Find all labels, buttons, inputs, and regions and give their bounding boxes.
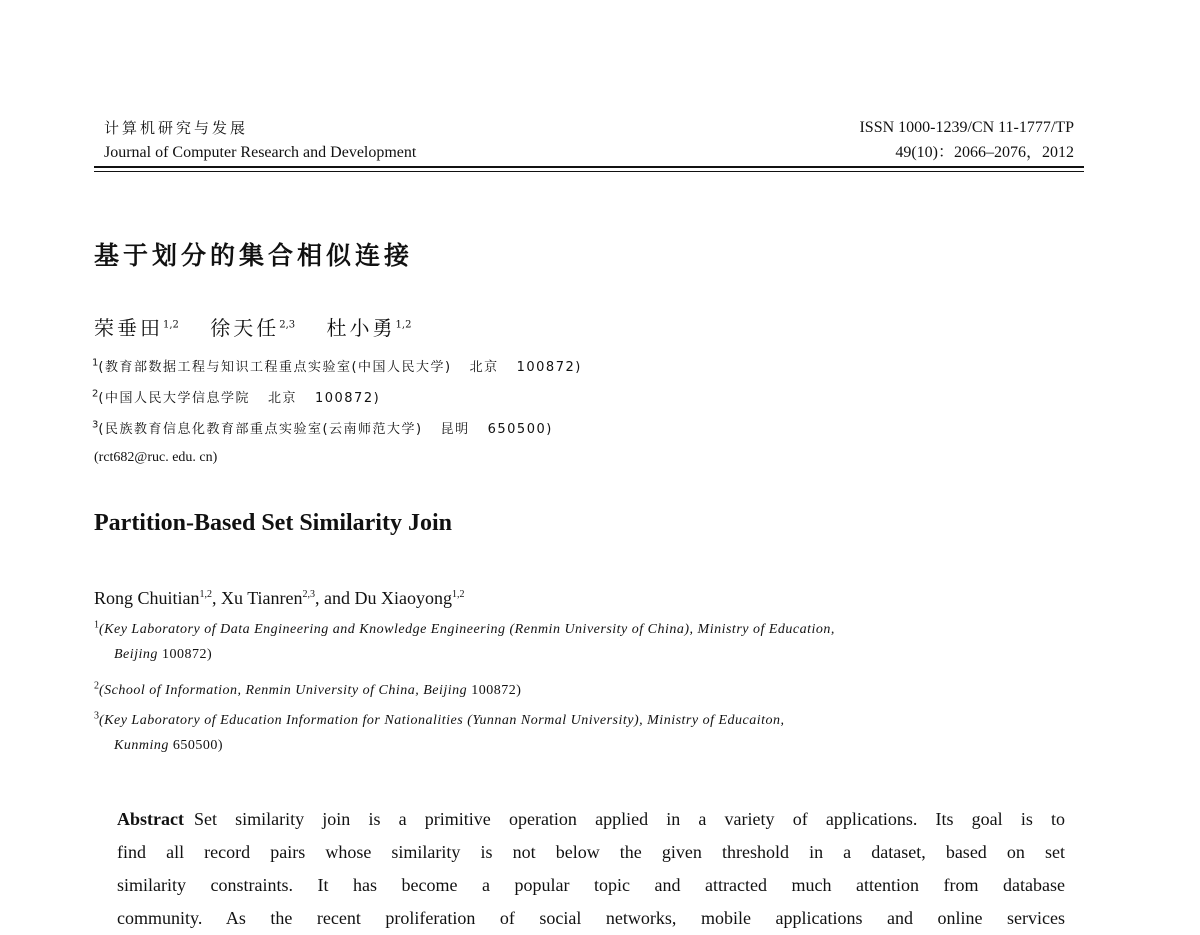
author-sup: 2,3 [279, 319, 296, 331]
author-sep: , and [315, 588, 355, 608]
affil-num: 1 [94, 619, 99, 631]
issn: ISSN 1000-1239/CN 11-1777/TP [859, 119, 1074, 136]
paper-title-cn: 基于划分的集合相似连接 [94, 241, 414, 270]
affil-zip: 100872) [471, 683, 522, 698]
affil-city: Kunming [114, 738, 169, 753]
author-sup: 1,2 [395, 319, 412, 331]
affil-text: (中国人民大学信息学院 [98, 391, 250, 406]
affil-zip: 100872) [314, 391, 381, 406]
volume-pages: 49(10)：2066–2076，2012 [895, 144, 1074, 161]
affiliation-en-2 [94, 680, 1084, 699]
journal-name-cn: 计算机研究与发展 [104, 119, 249, 137]
running-header-right [654, 118, 1074, 164]
author-cn [94, 316, 179, 340]
author-name: Du Xiaoyong [354, 588, 453, 608]
affil-text: (民族教育信息化教育部重点实验室(云南师范大学) [98, 422, 423, 437]
abstract-text: Set similarity join is a primitive operation applied in a variety of applications. Its goal is to [193, 809, 1065, 829]
affil-city: 北京 [267, 391, 297, 406]
author-cn [327, 316, 412, 340]
affil-text: (Key Laboratory of Education Information for Nationalities (Yunnan Normal University), Ministry of Educaiton, [99, 713, 785, 728]
author-sep: , [212, 588, 222, 608]
affil-zip: 100872) [161, 647, 213, 662]
author-name: Xu Tianren [221, 588, 303, 608]
authors-en [94, 588, 465, 609]
affil-city: 北京 [469, 360, 499, 375]
running-header-left [104, 118, 624, 164]
affil-zip: 650500) [487, 422, 553, 437]
affil-zip: 100872) [516, 360, 582, 375]
abstract-line: find all record pairs whose similarity is not below the given threshold in a dataset, based on set [117, 842, 1065, 862]
affiliation-cn-1 [92, 356, 582, 375]
affil-num: 2 [92, 388, 99, 400]
header-rule-thick [94, 166, 1084, 168]
author-name: 杜小勇 [326, 316, 396, 340]
affil-zip: 650500) [172, 738, 224, 753]
author-sup: 1,2 [199, 589, 213, 600]
author-name: 荣垂田 [94, 316, 163, 340]
abstract-line: community. As the recent proliferation of social networks, mobile applications and online services [117, 908, 1065, 928]
author-sup: 1,2 [452, 589, 465, 600]
abstract [117, 803, 1065, 935]
author-name: Rong Chuitian [94, 588, 200, 608]
affil-num: 2 [94, 680, 99, 692]
affil-city: 昆明 [440, 422, 470, 437]
affil-num: 3 [92, 419, 99, 431]
affil-city: Beijing [114, 647, 158, 662]
affiliation-en-3 [94, 710, 1084, 754]
affiliation-cn-3 [92, 418, 553, 437]
author-name: 徐天任 [210, 316, 280, 340]
affil-num: 3 [94, 710, 99, 722]
author-sup: 2,3 [302, 589, 316, 600]
affil-text: (教育部数据工程与知识工程重点实验室(中国人民大学) [98, 360, 452, 375]
affil-text: (School of Information, Renmin University of China, Beijing [99, 683, 468, 698]
author-email: (rct682@ruc. edu. cn) [94, 450, 218, 465]
affil-num: 1 [92, 357, 99, 369]
header-rule-thin [94, 171, 1084, 172]
journal-name-en: Journal of Computer Research and Development [104, 144, 417, 161]
abstract-label: Abstract [117, 809, 184, 829]
affiliation-en-1 [94, 619, 1084, 663]
affil-text: (Key Laboratory of Data Engineering and Knowledge Engineering (Renmin University of China), Ministry of Education, [99, 622, 835, 637]
abstract-line [117, 803, 1065, 836]
affiliation-cn-2 [92, 387, 380, 406]
abstract-line: similarity constraints. It has become a popular topic and attracted much attention from database [117, 875, 1065, 895]
author-sup: 1,2 [163, 319, 179, 331]
authors-cn [94, 312, 433, 341]
paper-title-en: Partition-Based Set Similarity Join [94, 510, 452, 536]
author-cn [210, 316, 295, 340]
